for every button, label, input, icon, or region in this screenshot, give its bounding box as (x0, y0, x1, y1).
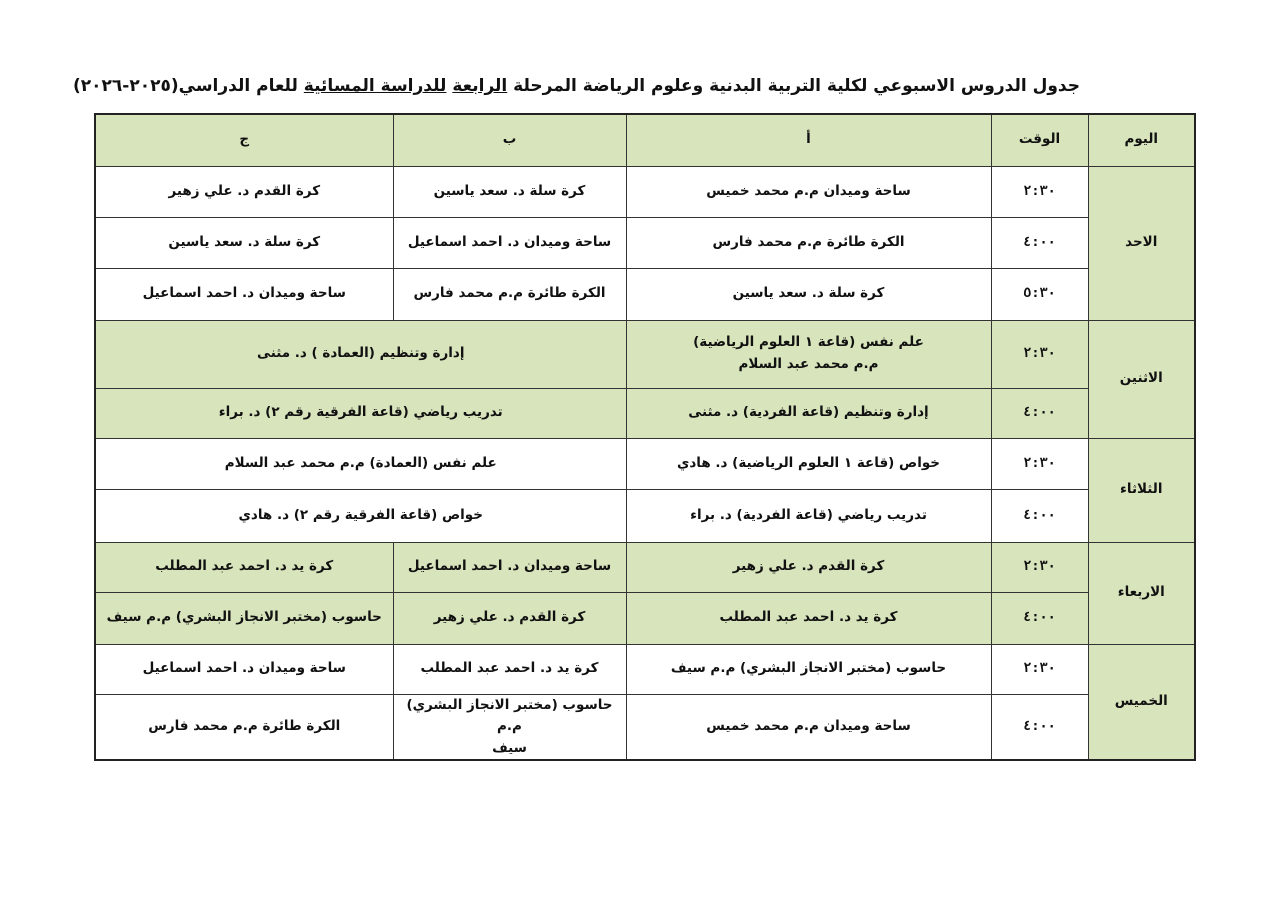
day-wednesday: الاربعاء (1088, 542, 1195, 644)
class-cell-a (626, 320, 991, 388)
class-cell-bc: تدريب رياضي (قاعة الفرقية رقم ٢) د. براء (95, 388, 626, 438)
class-cell-c: كرة يد د. احمد عبد المطلب (95, 542, 393, 592)
time-cell: ٤:٠٠ (991, 592, 1088, 644)
header-row (95, 114, 1195, 166)
table-row (95, 268, 1195, 320)
class-cell-c: ساحة وميدان د. احمد اسماعيل (95, 644, 393, 694)
time-cell: ٢:٣٠ (991, 166, 1088, 217)
class-cell-a: تدريب رياضي (قاعة الفردية) د. براء (626, 489, 991, 542)
class-cell-b: كرة سلة د. سعد ياسين (393, 166, 626, 217)
table-row (95, 542, 1195, 592)
class-cell-b: كرة القدم د. علي زهير (393, 592, 626, 644)
class-cell-a: كرة سلة د. سعد ياسين (626, 268, 991, 320)
time-cell: ٥:٣٠ (991, 268, 1088, 320)
day-thursday: الخميس (1088, 644, 1195, 760)
class-line: حاسوب (مختبر الانجاز البشري) م.م (406, 696, 613, 735)
class-cell-c: كرة القدم د. علي زهير (95, 166, 393, 217)
class-cell-c: الكرة طائرة م.م محمد فارس (95, 694, 393, 760)
class-cell-a: إدارة وتنظيم (قاعة الفردية) د. مثنى (626, 388, 991, 438)
class-cell-c: كرة سلة د. سعد ياسين (95, 217, 393, 268)
class-cell-bc: خواص (قاعة الفرقية رقم ٢) د. هادي (95, 489, 626, 542)
time-cell: ٤:٠٠ (991, 217, 1088, 268)
time-cell: ٤:٠٠ (991, 388, 1088, 438)
class-cell-a: حاسوب (مختبر الانجاز البشري) م.م سيف (626, 644, 991, 694)
class-line: م.م محمد عبد السلام (738, 356, 879, 372)
schedule-table (94, 113, 1196, 761)
header-group-b: ب (393, 114, 626, 166)
class-line: علم نفس (قاعة ١ العلوم الرياضية) (693, 334, 924, 351)
table-row (95, 644, 1195, 694)
class-cell-a: الكرة طائرة م.م محمد فارس (626, 217, 991, 268)
time-cell: ٢:٣٠ (991, 542, 1088, 592)
stage-word: الرابعة (452, 76, 508, 96)
study-type: للدراسة المسائية (303, 76, 447, 96)
class-cell-c: حاسوب (مختبر الانجاز البشري) م.م سيف (95, 592, 393, 644)
header-group-a: أ (626, 114, 991, 166)
time-cell: ٢:٣٠ (991, 438, 1088, 489)
class-cell-b (393, 694, 626, 760)
class-cell-c: ساحة وميدان د. احمد اسماعيل (95, 268, 393, 320)
table-row (95, 438, 1195, 489)
table-row (95, 217, 1195, 268)
table-row (95, 388, 1195, 438)
class-cell-a: ساحة وميدان م.م محمد خميس (626, 166, 991, 217)
class-line: سيف (492, 739, 527, 756)
day-sunday: الاحد (1088, 166, 1195, 320)
day-monday: الاثنين (1088, 320, 1195, 438)
class-cell-b: الكرة طائرة م.م محمد فارس (393, 268, 626, 320)
class-cell-b: ساحة وميدان د. احمد اسماعيل (393, 542, 626, 592)
class-cell-bc: إدارة وتنظيم (العمادة ) د. مثنى (95, 320, 626, 388)
table-row (95, 592, 1195, 644)
schedule-title: جدول الدروس الاسبوعي لكلية التربية البدنية وعلوم الرياضة المرحلة الرابعة للدراسة المسائية للعام الدراسي(٢٠٢٥-٢٠٢٦) (72, 76, 1080, 96)
table-row (95, 166, 1195, 217)
header-time: الوقت (991, 114, 1088, 166)
time-cell: ٤:٠٠ (991, 489, 1088, 542)
day-tuesday: الثلاثاء (1088, 438, 1195, 542)
class-cell-a: خواص (قاعة ١ العلوم الرياضية) د. هادي (626, 438, 991, 489)
class-cell-b: ساحة وميدان د. احمد اسماعيل (393, 217, 626, 268)
table-row (95, 694, 1195, 760)
header-group-c: ج (95, 114, 393, 166)
class-cell-a: كرة يد د. احمد عبد المطلب (626, 592, 991, 644)
class-cell-b: كرة يد د. احمد عبد المطلب (393, 644, 626, 694)
time-cell: ٤:٠٠ (991, 694, 1088, 760)
class-cell-a: ساحة وميدان م.م محمد خميس (626, 694, 991, 760)
table-row (95, 489, 1195, 542)
time-cell: ٢:٣٠ (991, 644, 1088, 694)
class-cell-bc: علم نفس (العمادة) م.م محمد عبد السلام (95, 438, 626, 489)
table-row (95, 320, 1195, 388)
time-cell: ٢:٣٠ (991, 320, 1088, 388)
class-cell-a: كرة القدم د. علي زهير (626, 542, 991, 592)
header-day: اليوم (1088, 114, 1195, 166)
